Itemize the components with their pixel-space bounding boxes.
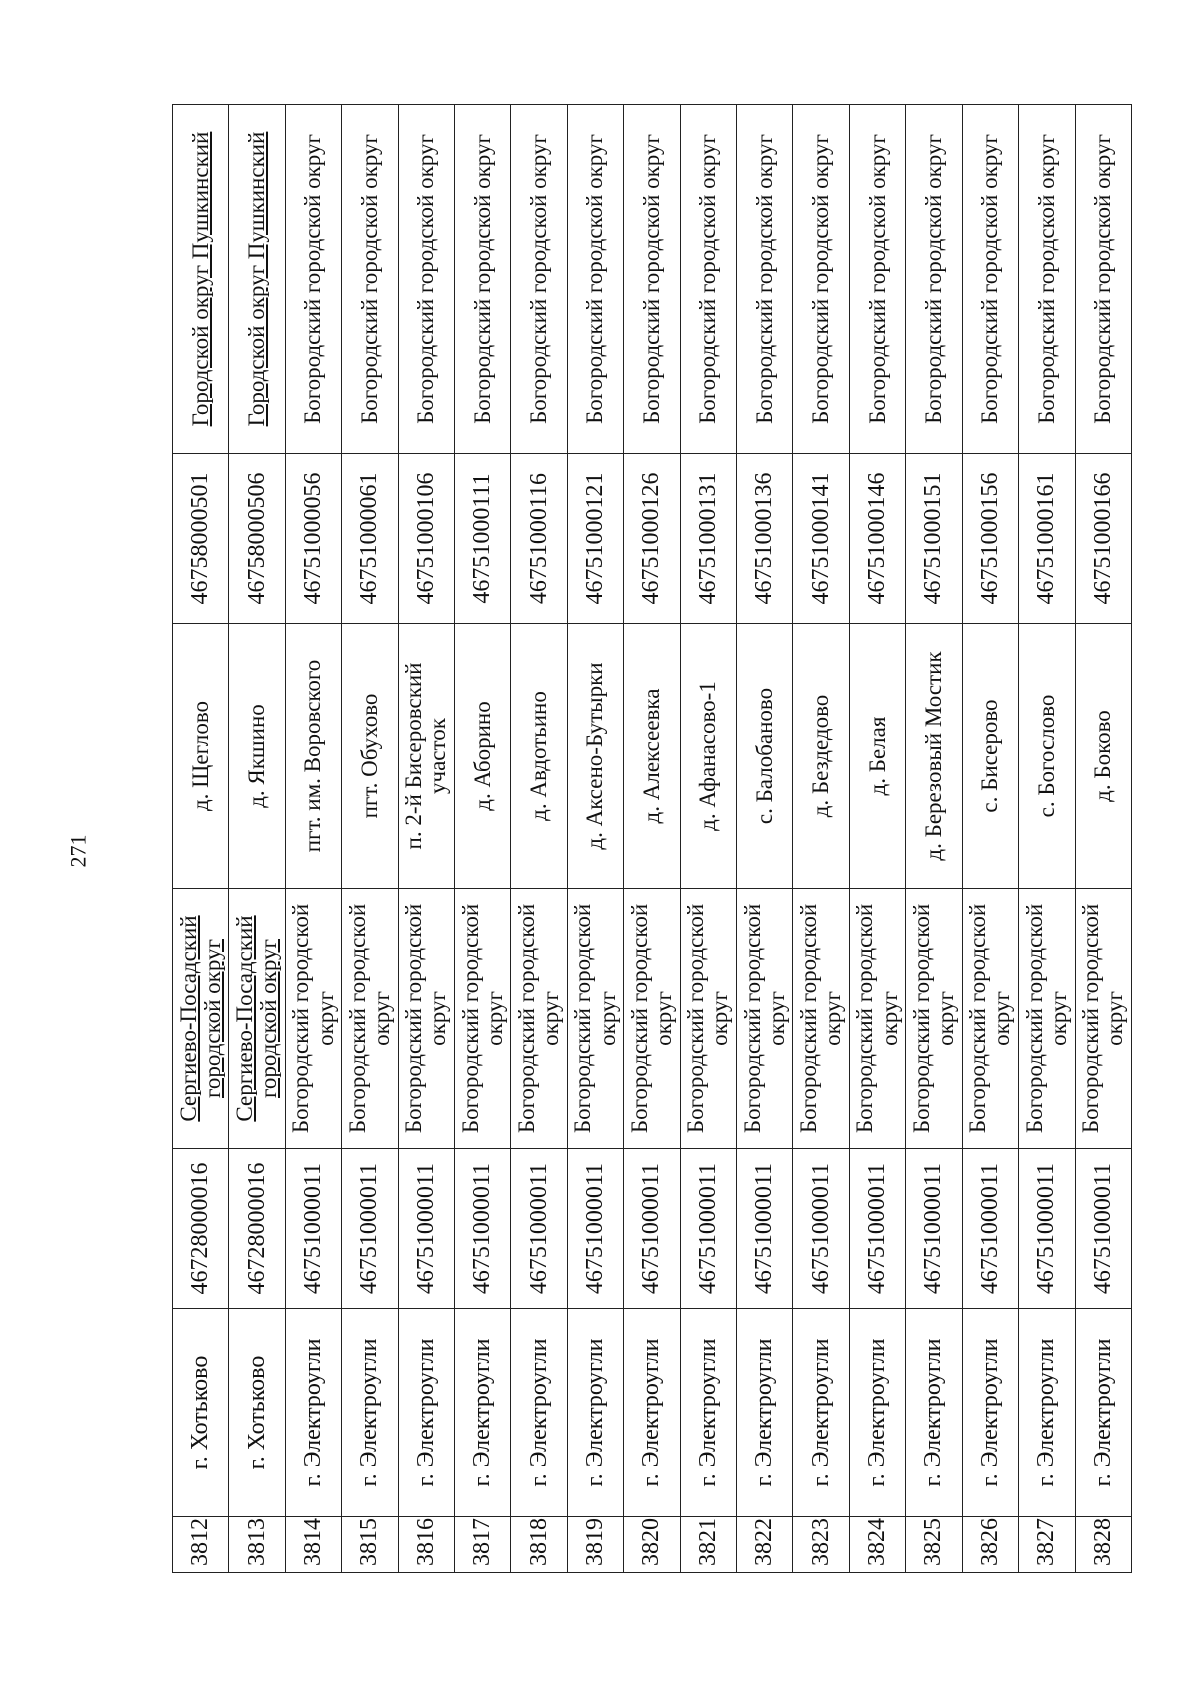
settlement-district-cell: Богородский городской округ: [1019, 105, 1075, 454]
city-cell: г. Электроугли: [511, 1309, 567, 1517]
city-oktmo-cell: 46751000011: [511, 1149, 567, 1309]
settlement-district-cell: Богородский городской округ: [511, 105, 567, 454]
settlement-district-cell: Богородский городской округ: [849, 105, 905, 454]
city-cell: г. Электроугли: [906, 1309, 962, 1517]
settlement-oktmo-cell: 46751000146: [849, 454, 905, 624]
city-district-cell: Богородский городской округ: [849, 889, 905, 1149]
city-cell: г. Электроугли: [962, 1309, 1018, 1517]
settlement-cell: п. 2-й Бисеровский участок: [398, 624, 454, 889]
settlement-cell: д. Авдотьино: [511, 624, 567, 889]
settlement-cell: д. Аборино: [455, 624, 511, 889]
settlement-cell: пгт. Обухово: [342, 624, 398, 889]
settlement-cell: д. Белая: [849, 624, 905, 889]
city-oktmo-cell: 46751000011: [624, 1149, 680, 1309]
table-row: [624, 105, 680, 1573]
settlement-oktmo-cell: 46751000121: [567, 454, 623, 624]
row-number-cell: 3816: [398, 1517, 454, 1573]
settlement-oktmo-cell: 46751000141: [793, 454, 849, 624]
city-cell: г. Электроугли: [793, 1309, 849, 1517]
city-district-cell: Богородский городской округ: [511, 889, 567, 1149]
city-cell: г. Электроугли: [455, 1309, 511, 1517]
settlement-district-cell: Богородский городской округ: [455, 105, 511, 454]
settlement-cell: д. Алексеевка: [624, 624, 680, 889]
settlement-oktmo-cell: 46751000156: [962, 454, 1018, 624]
city-oktmo-cell: 46751000011: [1019, 1149, 1075, 1309]
row-number-cell: 3817: [455, 1517, 511, 1573]
city-oktmo-cell: 46751000011: [737, 1149, 793, 1309]
city-district-cell: Богородский городской округ: [1019, 889, 1075, 1149]
row-number-cell: 3818: [511, 1517, 567, 1573]
city-district-cell: Богородский городской округ: [737, 889, 793, 1149]
settlement-cell: с. Богослово: [1019, 624, 1075, 889]
row-number-cell: 3822: [737, 1517, 793, 1573]
city-cell: г. Электроугли: [849, 1309, 905, 1517]
settlement-district-cell: Богородский городской округ: [624, 105, 680, 454]
city-oktmo-cell: 46751000011: [849, 1149, 905, 1309]
settlement-cell: д. Аксено-Бутырки: [567, 624, 623, 889]
settlement-oktmo-cell: 46751000161: [1019, 454, 1075, 624]
city-oktmo-cell: 46751000011: [680, 1149, 736, 1309]
table-row: [849, 105, 905, 1573]
city-district-cell: Богородский городской округ: [342, 889, 398, 1149]
city-cell: г. Электроугли: [680, 1309, 736, 1517]
table-row: [737, 105, 793, 1573]
row-number-cell: 3821: [680, 1517, 736, 1573]
city-district-cell: Богородский городской округ: [793, 889, 849, 1149]
rotated-table-frame: [172, 105, 1132, 1573]
city-district-cell: Богородский городской округ: [906, 889, 962, 1149]
settlement-cell: д. Бездедово: [793, 624, 849, 889]
settlement-oktmo-cell: 46751000131: [680, 454, 736, 624]
row-number-cell: 3827: [1019, 1517, 1075, 1573]
row-number-cell: 3828: [1075, 1517, 1132, 1573]
settlement-district-cell: Богородский городской округ: [398, 105, 454, 454]
settlement-district-cell: Богородский городской округ: [962, 105, 1018, 454]
city-oktmo-cell: 46751000011: [455, 1149, 511, 1309]
city-district-cell: Богородский городской округ: [567, 889, 623, 1149]
row-number-cell: 3820: [624, 1517, 680, 1573]
row-number-cell: 3813: [229, 1517, 285, 1573]
row-number-cell: 3814: [285, 1517, 341, 1573]
city-cell: г. Электроугли: [1019, 1309, 1075, 1517]
table-row: [962, 105, 1018, 1573]
table-row: [1019, 105, 1075, 1573]
page-number: 271: [65, 834, 91, 868]
city-district-cell: Богородский городской округ: [285, 889, 341, 1149]
city-oktmo-cell: 46751000011: [793, 1149, 849, 1309]
city-oktmo-cell: 46728000016: [229, 1149, 285, 1309]
city-oktmo-cell: 46751000011: [398, 1149, 454, 1309]
settlement-cell: д. Щеглово: [173, 624, 229, 889]
settlement-district-cell: Городской округ Пушкинский: [173, 105, 229, 454]
settlement-cell: пгт. им. Воровского: [285, 624, 341, 889]
settlement-oktmo-cell: 46758000506: [229, 454, 285, 624]
city-cell: г. Электроугли: [1075, 1309, 1132, 1517]
city-oktmo-cell: 46751000011: [285, 1149, 341, 1309]
row-number-cell: 3824: [849, 1517, 905, 1573]
table-row: [680, 105, 736, 1573]
settlement-district-cell: Богородский городской округ: [285, 105, 341, 454]
city-oktmo-cell: 46751000011: [567, 1149, 623, 1309]
settlement-cell: д. Березовый Мостик: [906, 624, 962, 889]
table-row: [455, 105, 511, 1573]
city-district-cell: Сергиево-Посадский городской округ: [229, 889, 285, 1149]
city-oktmo-cell: 46751000011: [1075, 1149, 1132, 1309]
table-body: [173, 105, 1132, 1573]
settlement-oktmo-cell: 46751000166: [1075, 454, 1132, 624]
city-cell: г. Хотьково: [173, 1309, 229, 1517]
settlement-district-cell: Богородский городской округ: [567, 105, 623, 454]
settlement-oktmo-cell: 46751000111: [455, 454, 511, 624]
row-number-cell: 3812: [173, 1517, 229, 1573]
city-cell: г. Электроугли: [342, 1309, 398, 1517]
city-cell: г. Электроугли: [398, 1309, 454, 1517]
city-district-cell: Богородский городской округ: [1075, 889, 1132, 1149]
settlement-oktmo-cell: 46751000116: [511, 454, 567, 624]
settlement-district-cell: Богородский городской округ: [342, 105, 398, 454]
settlement-district-cell: Богородский городской округ: [737, 105, 793, 454]
row-number-cell: 3825: [906, 1517, 962, 1573]
settlement-district-cell: Богородский городской округ: [1075, 105, 1132, 454]
city-cell: г. Хотьково: [229, 1309, 285, 1517]
city-district-cell: Богородский городской округ: [398, 889, 454, 1149]
city-district-cell: Богородский городской округ: [455, 889, 511, 1149]
settlement-cell: д. Якшино: [229, 624, 285, 889]
settlement-cell: д. Боково: [1075, 624, 1132, 889]
settlement-table: [172, 104, 1132, 1573]
city-district-cell: Богородский городской округ: [680, 889, 736, 1149]
city-district-cell: Богородский городской округ: [624, 889, 680, 1149]
table-row: [1075, 105, 1132, 1573]
row-number-cell: 3819: [567, 1517, 623, 1573]
city-oktmo-cell: 46751000011: [906, 1149, 962, 1309]
settlement-district-cell: Богородский городской округ: [906, 105, 962, 454]
city-cell: г. Электроугли: [567, 1309, 623, 1517]
table-row: [793, 105, 849, 1573]
city-oktmo-cell: 46751000011: [962, 1149, 1018, 1309]
settlement-district-cell: Богородский городской округ: [680, 105, 736, 454]
table-row: [567, 105, 623, 1573]
table-row: [906, 105, 962, 1573]
table-row: [511, 105, 567, 1573]
table-row: [285, 105, 341, 1573]
settlement-oktmo-cell: 46751000126: [624, 454, 680, 624]
settlement-oktmo-cell: 46751000061: [342, 454, 398, 624]
settlement-cell: д. Афанасово-1: [680, 624, 736, 889]
city-oktmo-cell: 46728000016: [173, 1149, 229, 1309]
row-number-cell: 3823: [793, 1517, 849, 1573]
settlement-oktmo-cell: 46751000136: [737, 454, 793, 624]
settlement-oktmo-cell: 46758000501: [173, 454, 229, 624]
city-district-cell: Сергиево-Посадский городской округ: [173, 889, 229, 1149]
row-number-cell: 3826: [962, 1517, 1018, 1573]
settlement-cell: с. Бисерово: [962, 624, 1018, 889]
row-number-cell: 3815: [342, 1517, 398, 1573]
city-cell: г. Электроугли: [285, 1309, 341, 1517]
settlement-district-cell: Богородский городской округ: [793, 105, 849, 454]
city-district-cell: Богородский городской округ: [962, 889, 1018, 1149]
city-oktmo-cell: 46751000011: [342, 1149, 398, 1309]
city-cell: г. Электроугли: [737, 1309, 793, 1517]
settlement-oktmo-cell: 46751000106: [398, 454, 454, 624]
table-row: [229, 105, 285, 1573]
table-row: [173, 105, 229, 1573]
table-row: [342, 105, 398, 1573]
city-cell: г. Электроугли: [624, 1309, 680, 1517]
settlement-cell: с. Балобаново: [737, 624, 793, 889]
table-row: [398, 105, 454, 1573]
settlement-oktmo-cell: 46751000056: [285, 454, 341, 624]
settlement-oktmo-cell: 46751000151: [906, 454, 962, 624]
table-container: [172, 105, 1132, 1573]
settlement-district-cell: Городской округ Пушкинский: [229, 105, 285, 454]
